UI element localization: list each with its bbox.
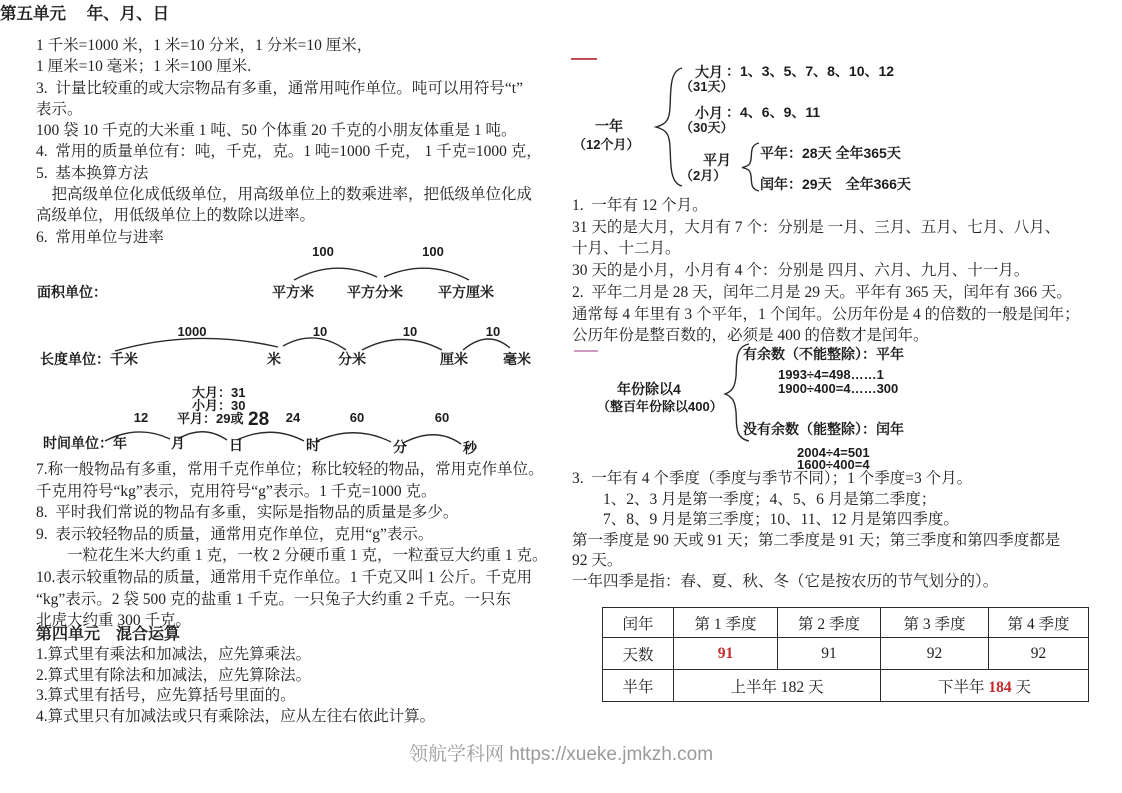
text-line: 4.算式里只有加减法或只有乘除法，应从左往右依此计算。 xyxy=(36,707,436,725)
table-half-year-row xyxy=(603,670,1089,702)
header-q2: 第 2 季度 xyxy=(778,608,881,638)
rate-10-b: 10 xyxy=(402,324,418,339)
arc xyxy=(283,338,346,350)
unit-cm: 厘米 xyxy=(440,351,468,367)
rate-10-c: 10 xyxy=(485,324,501,339)
no-remainder-title: 没有余数（能整除）：闰年 xyxy=(743,421,904,437)
length-units-label: 长度单位：千米 xyxy=(40,351,138,367)
unit-hour: 时 xyxy=(306,437,320,453)
text-line: 30 天的是小月，小月有 4 个：分别是 四月、六月、九月、十一月。 xyxy=(572,262,1030,280)
arc xyxy=(115,338,278,351)
unit-day: 日 xyxy=(229,437,243,453)
time-units-label: 时间单位：年 xyxy=(43,435,127,451)
text-line: 一年四季是指：春、夏、秋、冬（它是按农历的节气划分的）。 xyxy=(572,572,999,590)
common-year-line: 平年：28天 全年365天 xyxy=(760,145,901,161)
text-line: 6. 常用单位与进率 xyxy=(36,228,164,246)
days-q2: 91 xyxy=(778,638,881,670)
days-q1: 91 xyxy=(674,638,778,670)
text-line: 10.表示较重物品的质量，通常用千克作单位。1 千克又叫 1 公斤。千克用 xyxy=(36,568,533,586)
year-root-label: 一年 xyxy=(595,118,623,134)
left-column-top-paragraphs xyxy=(36,35,542,248)
text-line: 北虎大约重 300 千克。 xyxy=(36,612,192,630)
equation-1600: 1600÷400=4 xyxy=(797,457,870,472)
rate-100-b: 100 xyxy=(422,244,444,259)
rate-60-a: 60 xyxy=(349,410,365,425)
table-days-row xyxy=(603,638,1089,670)
year-root-sub: （12个月） xyxy=(573,137,640,152)
text-line: 7、8、9 月是第三季度；10、11、12 月是第四季度。 xyxy=(572,511,959,529)
rate-1000: 1000 xyxy=(177,324,207,339)
text-line: 第一季度是 90 天或 91 天；第二季度是 91 天；第三季度和第四季度都是 xyxy=(572,531,1061,549)
header-q1: 第 1 季度 xyxy=(674,608,778,638)
unit-m: 米 xyxy=(267,351,281,367)
text-line: 7.称一般物品有多重，常用千克作单位；称比较轻的物品，常用克作单位。 xyxy=(36,461,544,478)
year-months-diagram xyxy=(570,55,1020,200)
brace xyxy=(656,68,682,186)
text-line: 8. 平时我们常说的物品有多重，实际是指物品的质量是多少。 xyxy=(36,504,459,522)
feb-label: 平月 xyxy=(703,152,731,168)
note-28: 28 xyxy=(248,409,270,430)
text-line: 把高级单位化成低级单位，用高级单位上的数乘进率，把低级单位化成 xyxy=(36,186,533,204)
second-half-prefix: 下半年 xyxy=(937,678,989,696)
days-q3: 92 xyxy=(881,638,989,670)
remainder-title: 有余数（不能整除）：平年 xyxy=(743,346,904,362)
brace xyxy=(742,143,759,191)
text-line: “kg”表示。2 袋 500 克的盐重 1 千克。一只兔子大约重 2 千克。一只东 xyxy=(36,590,511,608)
rate-60-b: 60 xyxy=(434,410,450,425)
arc xyxy=(294,268,377,280)
text-line: 千克用符号“kg”表示，克用符号“g”表示。1 千克=1000 克。 xyxy=(36,482,437,500)
second-half-cell xyxy=(881,670,1089,702)
rate-10-a: 10 xyxy=(312,324,328,339)
arc xyxy=(362,340,442,351)
divide-by-4-label: 年份除以4 xyxy=(617,381,681,397)
unit-second: 秒 xyxy=(463,440,477,456)
text-line: 4. 常用的质量单位有：吨，千克，克。1 吨=1000 千克， 1 千克=1000 克， xyxy=(36,143,542,161)
unit-sqm: 平方米 xyxy=(272,284,314,300)
text-line: 通常每 4 年里有 3 个平年，1 个闰年。公历年份是 4 的倍数的一般是闰年； xyxy=(572,305,1080,323)
days-label: 天数 xyxy=(603,638,674,670)
text-line: 表示。 xyxy=(36,100,83,118)
arc xyxy=(463,339,510,350)
unit-sqdm: 平方分米 xyxy=(347,284,403,300)
feb-sub: （2月） xyxy=(680,168,727,183)
unit-sqcm: 平方厘米 xyxy=(438,284,494,300)
leap-year-rule-diagram xyxy=(570,338,1030,473)
section5-title: 第五单元 年、月、日 xyxy=(0,4,170,23)
arc xyxy=(384,268,469,280)
text-line: 5. 基本换算方法 xyxy=(36,164,149,182)
text-line: 1.算式里有乘法和加减法，应先算乘法。 xyxy=(36,646,312,664)
unit-minute: 分 xyxy=(393,439,407,455)
leap-year-quarters-table xyxy=(602,607,1089,702)
note-big-month: 大月：31 xyxy=(192,385,246,400)
arc xyxy=(317,433,391,442)
unit-month: 月 xyxy=(171,435,185,451)
header-q3: 第 3 季度 xyxy=(881,608,989,638)
section4-title: 第四单元 混合运算 xyxy=(36,626,181,643)
small-month-sub: （30天） xyxy=(680,120,734,135)
text-line: 2.算式里有除法和加减法，应先算除法。 xyxy=(36,666,312,684)
text-line: 1. 一年有 12 个月。 xyxy=(572,197,708,214)
text-line: 31 天的是大月，大月有 7 个：分别是 一月、三月、五月、七月、八月、 xyxy=(572,218,1061,236)
equation-1900: 1900÷400=4……300 xyxy=(778,381,899,396)
text-line: 3.算式里有括号，应先算括号里面的。 xyxy=(36,687,296,705)
arc xyxy=(237,432,304,441)
equation-1993: 1993÷4=498……1 xyxy=(778,367,884,382)
section4-block xyxy=(36,625,435,727)
text-line: 2. 平年二月是 28 天，闰年二月是 29 天。平年有 365 天，闰年有 366 天。 xyxy=(572,283,1072,301)
divide-by-400-label: （整百年份除以400） xyxy=(597,399,723,414)
text-line: 9. 表示较轻物品的质量，通常用克作单位，克用“g”表示。 xyxy=(36,525,434,543)
note-feb-month: 平月：29或 xyxy=(177,411,244,426)
second-half-days: 184 xyxy=(988,678,1012,696)
unit-dm: 分米 xyxy=(338,351,366,367)
text-line: 100 袋 10 千克的大米重 1 吨、50 个体重 20 千克的小朋友体重是 1 吨。 xyxy=(36,122,517,140)
big-month-label: 大月 xyxy=(695,64,723,80)
right-column-paragraph1 xyxy=(572,195,1080,347)
header-leap-year: 闰年 xyxy=(603,608,674,638)
unit-mm: 毫米 xyxy=(503,351,531,367)
big-month-values: ：1、3、5、7、8、10、12 xyxy=(726,63,895,79)
arc xyxy=(403,435,461,444)
arc xyxy=(178,432,227,440)
area-units-label: 面积单位： xyxy=(37,284,107,300)
rate-24: 24 xyxy=(285,410,301,425)
big-month-sub: （31天） xyxy=(680,79,734,94)
note-small-month: 小月：30 xyxy=(192,398,246,413)
first-half-cell: 上半年 182 天 xyxy=(674,670,881,702)
text-line: 3. 计量比较重的或大宗物品有多重，通常用吨作单位。吨可以用符号“t” xyxy=(36,79,523,97)
text-line: 十月、十二月。 xyxy=(572,240,681,258)
units-rates-diagram xyxy=(30,240,560,460)
small-month-label: 小月 xyxy=(695,105,723,121)
text-line: 92 天。 xyxy=(572,552,623,570)
text-line: 1、2、3 月是第一季度；4、5、6 月是第二季度； xyxy=(572,490,937,508)
watermark-text: 领航学科网 https://xueke.jmkzh.com xyxy=(408,744,714,765)
text-line: 1 千米=1000 米，1 米=10 分米，1 分米=10 厘米， xyxy=(36,37,373,54)
equation-2004: 2004÷4=501 xyxy=(797,445,870,460)
right-column-paragraph2 xyxy=(572,469,1060,593)
half-year-label: 半年 xyxy=(603,670,674,702)
small-month-values: ：4、6、9、11 xyxy=(726,104,821,120)
text-line: 高级单位，用低级单位上的数除以进率。 xyxy=(36,207,316,225)
text-line: 公历年份是整百数的，必须是 400 的倍数才是闰年。 xyxy=(572,327,929,345)
text-line: 1 厘米=10 毫米；1 米=100 厘米. xyxy=(36,58,252,76)
text-line: 3. 一年有 4 个季度（季度与季节不同）；1 个季度=3 个月。 xyxy=(572,470,973,487)
header-q4: 第 4 季度 xyxy=(989,608,1089,638)
leap-year-line: 闰年：29天 全年366天 xyxy=(760,176,911,192)
text-line: 一粒花生米大约重 1 克，一枚 2 分硬币重 1 克，一粒蚕豆大约重 1 克。 xyxy=(36,547,548,565)
rate-12: 12 xyxy=(133,410,149,425)
rate-100-a: 100 xyxy=(312,244,334,259)
second-half-suffix: 天 xyxy=(1011,678,1032,696)
left-column-mid-paragraphs xyxy=(36,459,548,632)
days-q4: 92 xyxy=(989,638,1089,670)
table-header-row xyxy=(603,608,1089,638)
